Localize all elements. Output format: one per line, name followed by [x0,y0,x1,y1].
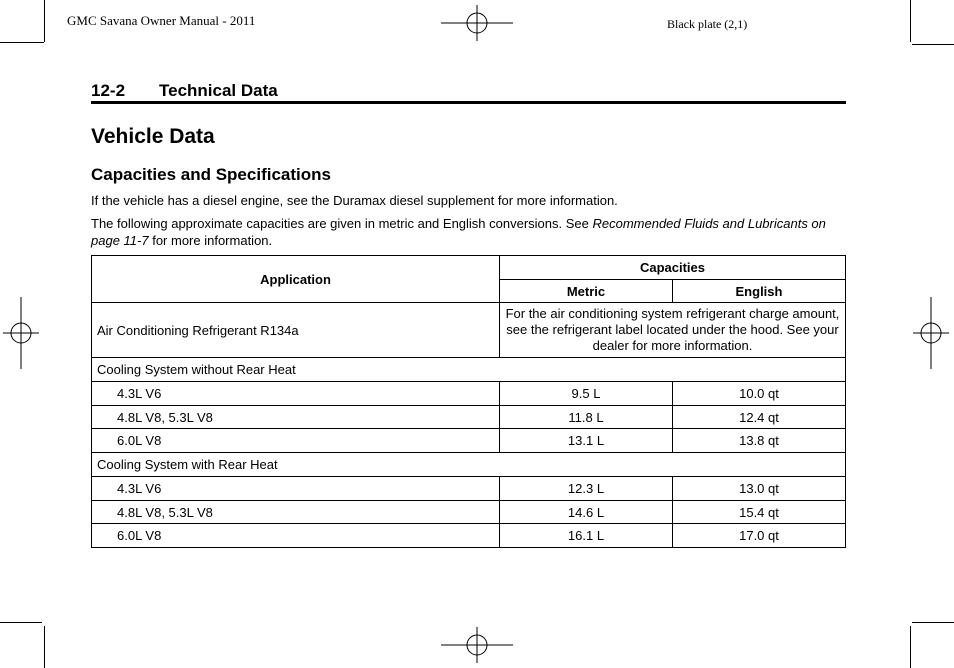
plate-label: Black plate (2,1) [667,17,748,31]
header-capacities: Capacities [500,256,846,280]
table-row [92,501,846,524]
manual-title: GMC Savana Owner Manual - 2011 [67,13,256,28]
ac-note: For the air conditioning system refrigerant charge amount, see the refrigerant label located under the hood. See your dealer for more information. [500,303,846,358]
group-row [92,453,846,477]
table-row [92,303,846,358]
engine-cell: 4.3L V6 [92,477,500,501]
group-label: Cooling System with Rear Heat [92,453,846,477]
english-cell: 13.0 qt [673,477,846,501]
engine-cell: 4.3L V6 [92,382,500,406]
ac-label: Air Conditioning Refrigerant R134a [92,303,500,358]
english-cell: 12.4 qt [673,406,846,429]
table-row [92,429,846,453]
table-row [92,382,846,406]
fluids-reference-link[interactable]: Recommended Fluids and Lubricants on page 11-7 [91,216,826,248]
metric-cell: 13.1 L [500,429,673,453]
engine-cell: 4.8L V8, 5.3L V8 [92,406,500,429]
capacities-table [91,255,846,548]
metric-cell: 11.8 L [500,406,673,429]
english-cell: 15.4 qt [673,501,846,524]
page-title: Vehicle Data [91,125,215,148]
english-cell: 13.8 qt [673,429,846,453]
table-row [92,524,846,548]
english-cell: 17.0 qt [673,524,846,548]
intro-text-b: for more information. [148,232,273,248]
table-header-row [92,256,846,280]
engine-cell: 6.0L V8 [92,524,500,548]
header-english: English [673,280,846,303]
section-rule [91,101,846,104]
capacities-intro [91,216,841,249]
engine-cell: 4.8L V8, 5.3L V8 [92,501,500,524]
metric-cell: 16.1 L [500,524,673,548]
english-cell: 10.0 qt [673,382,846,406]
engine-cell: 6.0L V8 [92,429,500,453]
header-application: Application [92,256,500,303]
metric-cell: 9.5 L [500,382,673,406]
section-header [91,81,278,101]
diesel-note: If the vehicle has a diesel engine, see the Duramax diesel supplement for more information. [91,193,618,208]
table-row [92,406,846,429]
section-number: 12-2 [91,81,126,100]
section-title: Technical Data [159,81,278,100]
group-label: Cooling System without Rear Heat [92,358,846,382]
group-row [92,358,846,382]
header-metric: Metric [500,280,673,303]
metric-cell: 12.3 L [500,477,673,501]
intro-text-a: The following approximate capacities are given in metric and English conversions. See [91,216,593,231]
subheading: Capacities and Specifications [91,165,331,184]
metric-cell: 14.6 L [500,501,673,524]
table-row [92,477,846,501]
